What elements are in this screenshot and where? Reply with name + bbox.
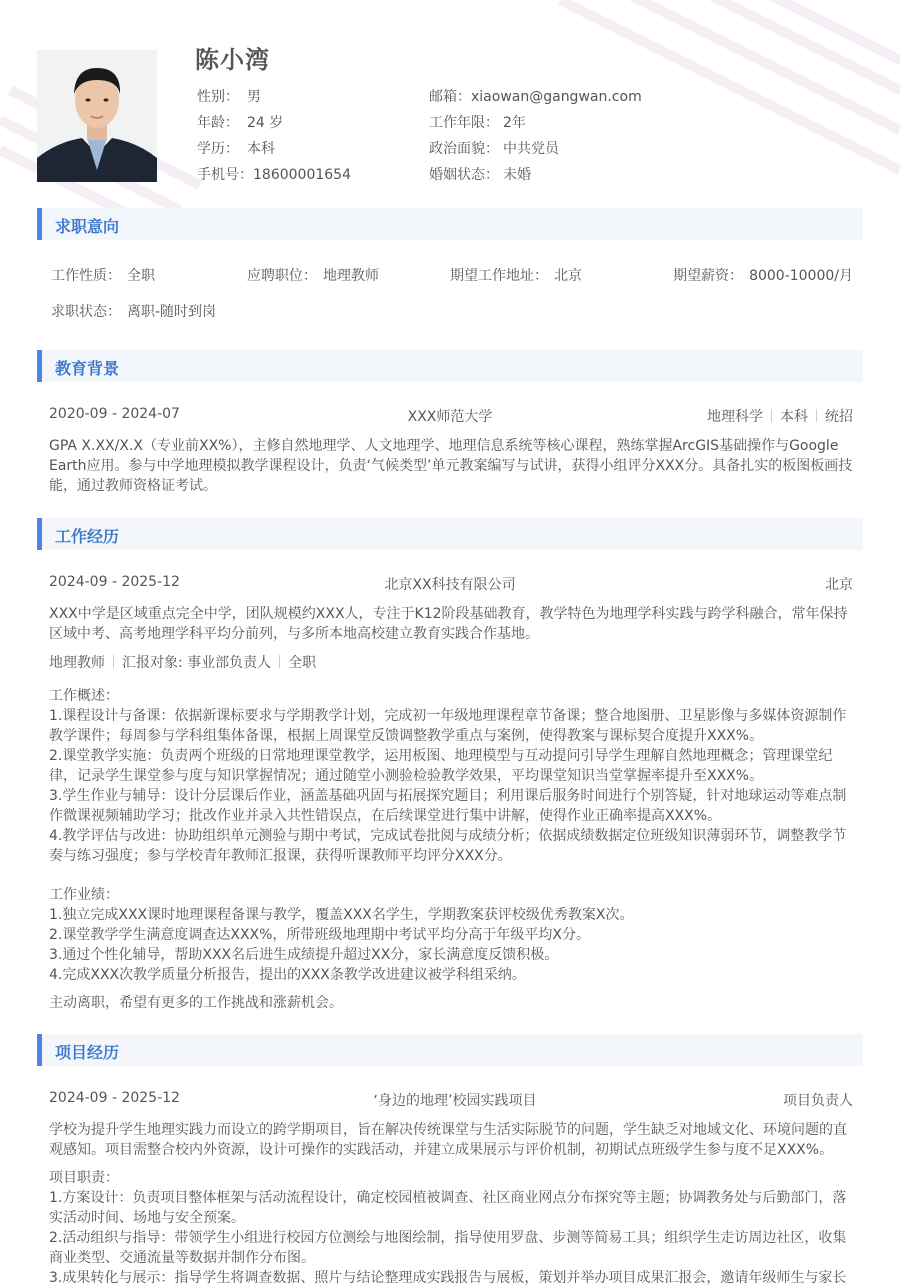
work-achievement-item: 4.完成XXX次教学质量分析报告，提出的XXX条教学改进建议被学科组采纳。 [49, 967, 526, 983]
divider [113, 655, 114, 668]
section-accent-bar [37, 1034, 42, 1066]
marital-field [429, 164, 531, 184]
edu-enroll-type: 统招 [825, 409, 853, 425]
profile-header [37, 40, 863, 190]
section-accent-bar [37, 350, 42, 382]
work-overview-item: 4.教学评估与改进：协助组织单元测验与期中考试，完成试卷批阅与成绩分析；依据成绩数据定位班级知识薄弱环节，调整教学节奏与练习强度；参与学校青年教师汇报课，获得听课教师平均评分XXX分。 [49, 828, 847, 864]
project-duty-item: 1.方案设计：负责项目整体框架与活动流程设计，确定校园植被调查、社区商业网点分布探究等主题；协调教务处与后勤部门，落实活动时间、场地与安全预案。 [49, 1190, 847, 1226]
political-value: 中共党员 [503, 141, 559, 157]
intent-position [247, 265, 379, 285]
phone-field [197, 164, 351, 184]
phone-label: 手机号： [197, 167, 253, 183]
years-field [429, 112, 526, 132]
edu-major: 地理科学 [707, 409, 763, 425]
project-duty-item: 3.成果转化与展示：指导学生将调查数据、照片与结论整理成实践报告与展板，策划并举办项目成果汇报会，邀请年级师生与家长 [49, 1270, 847, 1286]
project-duty-item: 2.活动组织与指导：带领学生小组进行校园方位测绘与地图绘制，指导使用罗盘、步测等简易工具；组织学生走访周边社区，收集商业类型、交通流量等数据并制作分布图。 [49, 1230, 847, 1266]
intent-salary [673, 265, 853, 285]
edu-date: 2020-09 - 2024-07 [49, 406, 180, 422]
years-label: 工作年限： [429, 115, 499, 131]
work-report-to: 汇报对象: 事业部负责人 [122, 655, 272, 671]
edu-label: 学历： [197, 141, 239, 157]
email-label: 邮箱： [429, 89, 471, 105]
work-achievement-item: 3.通过个性化辅导，帮助XXX名后进生成绩提升超过XX分，家长满意度反馈积极。 [49, 947, 559, 963]
edu-school: XXX师范大学 [407, 409, 493, 425]
intent-salary-label: 期望薪资： [673, 268, 744, 284]
marital-label: 婚姻状态： [429, 167, 499, 183]
avatar [37, 50, 157, 182]
section-accent-bar [37, 518, 42, 550]
age-value: 24 岁 [247, 115, 284, 131]
intent-position-value: 地理教师 [323, 268, 379, 284]
edu-tags [707, 406, 853, 426]
intent-location-label: 期望工作地址： [450, 268, 548, 284]
section-project [37, 1034, 863, 1066]
project-description: 学校为提升学生地理实践力而设立的跨学期项目，旨在解决传统课堂与生活实际脱节的问题，学生缺乏对地域文化、环境问题的直观感知。项目需整合校内外资源，设计可操作的实践活动，并建立成果展示与评价机制，初期试点班级学生参与度不足XXX%。 [49, 1122, 847, 1158]
work-tags [49, 652, 316, 672]
gender-label: 性别： [197, 89, 239, 105]
work-overview-item: 3.学生作业与辅导：设计分层课后作业，涵盖基础巩固与拓展探究题目；利用课后服务时间进行个别答疑，针对地球运动等难点制作微课视频辅助学习；批改作业并录入共性错误点，在后续课堂进行集中讲解，使得作业正确率提高XXX%。 [49, 788, 847, 824]
marital-value: 未婚 [503, 167, 531, 183]
intent-position-label: 应聘职位： [247, 268, 317, 284]
work-overview-label: 工作概述： [49, 688, 119, 704]
section-title: 项目经历 [55, 1043, 120, 1062]
section-title: 求职意向 [55, 217, 120, 236]
phone-value[interactable]: 18600001654 [253, 167, 351, 183]
intent-location-value: 北京 [554, 268, 582, 284]
intent-type [51, 265, 155, 285]
edu-description: GPA X.XX/X.X（专业前XX%），主修自然地理学、人文地理学、地理信息系统等核心课程，熟练掌握ArcGIS基础操作与Google Earth应用。参与中学地理模拟教学课程设计，负责‘气候类型’单元教案编写与试讲，获得小组评分XXX分。具备扎实的板图板画技能，通过教师资格证考试。 [49, 438, 853, 494]
work-achievement-item: 1.独立完成XXX课时地理课程备课与教学，覆盖XXX名学生，学期教案获评校级优秀教案X次。 [49, 907, 634, 923]
project-date: 2024-09 - 2025-12 [49, 1090, 180, 1106]
gender-value: 男 [247, 89, 261, 105]
age-label: 年龄： [197, 115, 239, 131]
project-duty-label: 项目职责： [49, 1170, 119, 1186]
section-education [37, 350, 863, 382]
edu-degree: 本科 [780, 409, 808, 425]
work-city: 北京 [825, 577, 853, 593]
intent-location [450, 265, 582, 285]
work-overview-item: 1.课程设计与备课：依据新课标要求与学期教学计划，完成初一年级地理课程章节备课；整合地图册、卫星影像与多媒体资源制作教学课件；每周参与学科组集体备课，根据上周课堂反馈调整教学重点与案例，使得教案与课标契合度提升XXX%。 [49, 708, 847, 744]
work-company: 北京XX科技有限公司 [384, 577, 516, 593]
project-role: 项目负责人 [783, 1093, 853, 1109]
intent-type-label: 工作性质： [51, 268, 121, 284]
edu-value: 本科 [247, 141, 275, 157]
intent-status-value: 离职-随时到岗 [127, 304, 217, 320]
section-job-intent [37, 208, 863, 240]
political-label: 政治面貌： [429, 141, 499, 157]
section-title: 工作经历 [55, 527, 120, 546]
intent-salary-value: 8000-10000/月 [749, 268, 853, 284]
intent-status-label: 求职状态： [51, 304, 121, 320]
gender-field [197, 86, 261, 106]
education-field [197, 138, 275, 158]
section-accent-bar [37, 208, 42, 240]
email-field [429, 86, 642, 106]
work-date: 2024-09 - 2025-12 [49, 574, 180, 590]
work-achievement-label: 工作业绩： [49, 887, 119, 903]
work-achievement-item: 2.课堂教学学生满意度调查达XXX%，所带班级地理期中考试平均分高于年级平均X分。 [49, 927, 591, 943]
intent-status [51, 301, 216, 321]
work-type: 全职 [288, 655, 317, 671]
age-field [197, 112, 283, 132]
email-value[interactable]: xiaowan@gangwan.com [471, 89, 642, 105]
divider [816, 409, 817, 422]
intent-type-value: 全职 [127, 268, 155, 284]
work-overview-item: 2.课堂教学实施：负责两个班级的日常地理课堂教学，运用板图、地理模型与互动提问引导学生理解自然地理概念；管理课堂纪律，记录学生课堂参与度与知识掌握情况；通过随堂小测验检验教学效果，平均课堂知识当堂掌握率提升至XXX%。 [49, 748, 833, 784]
divider [771, 409, 772, 422]
company-description: XXX中学是区域重点完全中学，团队规模约XXX人，专注于K12阶段基础教育，教学特色为地理学科实践与跨学科融合，常年保持区域中考、高考地理学科平均分前列，与多所本地高校建立教育实践合作基地。 [49, 606, 848, 642]
section-work [37, 518, 863, 550]
political-field [429, 138, 559, 158]
section-title: 教育背景 [55, 359, 120, 378]
divider [279, 655, 280, 668]
work-leave-reason: 主动离职，希望有更多的工作挑战和涨薪机会。 [49, 995, 343, 1011]
years-value: 2年 [503, 115, 526, 131]
person-name: 陈小湾 [195, 46, 270, 74]
work-role: 地理教师 [49, 655, 105, 671]
project-name: ‘身边的地理’校园实践项目 [373, 1093, 537, 1109]
